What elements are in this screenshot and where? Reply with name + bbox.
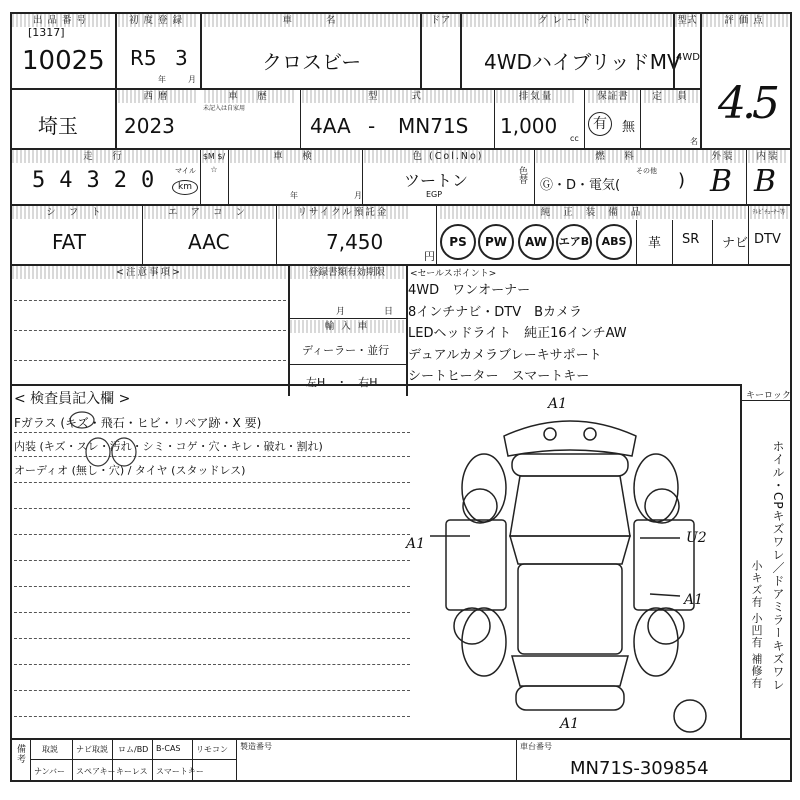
car-damage-diagram (400, 396, 740, 736)
fuel-options: Ⓖ・D・電気( (540, 178, 621, 193)
recycle-fee: 7,450 (326, 230, 384, 254)
number-plate-label: ナンバー (34, 767, 66, 776)
first-registration-header: 初度登録 (118, 14, 198, 27)
chassis-number: MN71S-309854 (570, 758, 709, 779)
sales-point: 8インチナビ・DTV Bカメラ (408, 304, 583, 320)
warranty-header: 保証書 (588, 90, 638, 103)
interior-header: 内装 (748, 150, 788, 163)
history-header: 車 歴 (204, 90, 296, 103)
exterior-header: 外装 (702, 150, 744, 163)
smart-key-label: スマートキー (156, 767, 204, 776)
model-header: 型 式 (302, 90, 492, 103)
bcas-label: B-CAS (156, 744, 181, 753)
mfg-number-label: 製造番号 (240, 742, 272, 751)
yen-unit: 円 (424, 250, 435, 263)
sales-point: デュアルカメラブレーキサポート (408, 347, 602, 363)
diagram-mark-right-door: U2 (686, 530, 707, 546)
door-header: ドア (422, 14, 460, 27)
spare-key-label: スペアキー (76, 767, 116, 776)
manual-label: 取説 (42, 745, 58, 754)
interior-grade: B (754, 164, 777, 199)
equip-sunroof: SR (682, 232, 700, 247)
reg-day-unit: 日 (384, 307, 394, 317)
import-type: ディーラー・並行 (302, 344, 390, 357)
drive-type: 4WD (676, 52, 700, 63)
equip-airbag: エアB (556, 224, 592, 260)
inspector-line-audio-tire: オーディオ (無し・穴) / タイヤ (スタッドレス) (14, 464, 246, 477)
handle-side: 左H ・ 右H (306, 376, 378, 389)
year-unit: 年 (158, 75, 166, 84)
displacement-header: 排気量 (496, 90, 576, 103)
color-change: 色替 (517, 166, 527, 184)
entry-number: 10025 (22, 46, 105, 76)
model-year: 2023 (124, 114, 175, 138)
mileage-unit-km: km (172, 180, 198, 195)
sales-points-header: <セールスポイント> (410, 269, 497, 279)
aircon: AAC (188, 230, 230, 254)
right-notes-damage: ホイル・CPキズワレ／ドアミラーキズワレ (771, 440, 785, 692)
color-code: EGP (426, 190, 443, 199)
fuel-header: 燃 料 (536, 150, 698, 163)
equip-abs: ABS (596, 224, 632, 260)
registration-month: 3 (175, 46, 188, 70)
sales-point: シートヒーター スマートキー (408, 369, 590, 384)
rom-bd-label: ロム/BD (118, 745, 149, 754)
chassis-label: 車台番号 (520, 742, 552, 751)
evaluation-score: 4.5 (718, 78, 776, 129)
shift: FAT (52, 230, 87, 254)
diagram-mark-right-rear: A1 (684, 592, 704, 608)
evaluation-header: 評価点 (702, 14, 790, 27)
mileage-unit-mile: マイル (175, 167, 196, 175)
capacity-unit: 名 (690, 137, 698, 146)
prefecture: 埼玉 (38, 114, 78, 138)
tv-tuner-header: ﾃﾚﾋﾞﾁｭｰﾅｰ等 (750, 206, 788, 219)
inspector-header: < 検査員記入欄 > (14, 391, 131, 407)
shaken-header: 車 検 (230, 150, 360, 163)
notes-header: <注意事項> (12, 266, 286, 279)
fuel-close: ) (678, 170, 686, 191)
equipment-header: 純 正 装 備 品 (440, 206, 746, 219)
mileage-digits: 54320 (32, 168, 169, 193)
mileage-header: 走 行 (12, 150, 198, 163)
cc-unit: cc (570, 134, 579, 143)
warranty-no: 無 (622, 120, 636, 135)
equip-ps: PS (440, 224, 476, 260)
sales-point: LEDヘッドライト 純正16インチAW (408, 326, 627, 341)
equip-pw: PW (478, 224, 514, 260)
aircon-header: エ ア コ ン (144, 206, 274, 219)
recycle-header: リサイクル預託金 (278, 206, 408, 219)
diagram-mark-left: A1 (406, 536, 426, 552)
registration-deadline-header: 登録書類有効期限 (290, 266, 404, 279)
shaken-year-unit: 年 (290, 191, 298, 200)
warranty-yes-circle: 有 (588, 112, 612, 136)
car-name-header: 車 名 (204, 14, 419, 27)
diagram-mark-rear: A1 (560, 716, 580, 732)
sales-point: 4WD ワンオーナー (408, 283, 531, 298)
entry-number-small: [1317] (28, 26, 65, 39)
exterior-grade: B (710, 164, 733, 199)
equip-navi: ナビ (722, 236, 749, 251)
model-separator: - (368, 114, 376, 138)
equip-leather: 革 (648, 236, 662, 251)
equip-aw: AW (518, 224, 554, 260)
inspector-line-interior: 内装 (キズ・スレ・汚れ・シミ・コゲ・穴・キレ・破れ・割れ) (14, 440, 323, 453)
import-header: 輸 入 車 (290, 320, 404, 333)
navi-manual-label: ナビ取説 (76, 745, 108, 754)
color-header: 色 (Col.No) (364, 150, 532, 163)
model-prefix: 4AA (310, 114, 351, 138)
era-year: R5 (130, 46, 157, 70)
entry-number-header: 出品番号 (12, 14, 112, 27)
keyless-label: キーレス (116, 767, 148, 776)
color-name: ツートン (404, 171, 469, 190)
year-header: 西暦 (118, 90, 198, 103)
displacement: 1,000 (500, 114, 558, 138)
right-notes-condition: 小キズ有 小凹有 補修有 (750, 560, 763, 689)
capacity-header: 定 員 (644, 90, 698, 103)
remote-label: リモコン (196, 745, 228, 754)
month-unit: 月 (188, 75, 196, 84)
keylock-header: キーロック (746, 391, 791, 401)
grade: 4WDハイブリッドMV (484, 50, 681, 74)
car-name: クロスビー (262, 50, 362, 74)
model-code: MN71S (398, 114, 469, 138)
reg-month-unit: 月 (336, 307, 346, 317)
meter-header: $M $/☆ (202, 152, 226, 174)
type-header: 型式 (675, 14, 699, 27)
inspector-line-glass: Fガラス (キズ・飛石・ヒビ・リペア跡・X 要) (14, 416, 262, 430)
grade-header: グレード (462, 14, 672, 27)
history-note: 未記入は自家用 (203, 105, 246, 112)
equip-dtv: DTV (754, 232, 781, 247)
fuel-other-label: その他 (636, 167, 657, 175)
diagram-mark-front: A1 (548, 396, 568, 412)
shift-header: シ フ ト (12, 206, 140, 219)
remarks-side-label: 備考 (15, 744, 25, 764)
shaken-month-unit: 月 (354, 191, 362, 200)
